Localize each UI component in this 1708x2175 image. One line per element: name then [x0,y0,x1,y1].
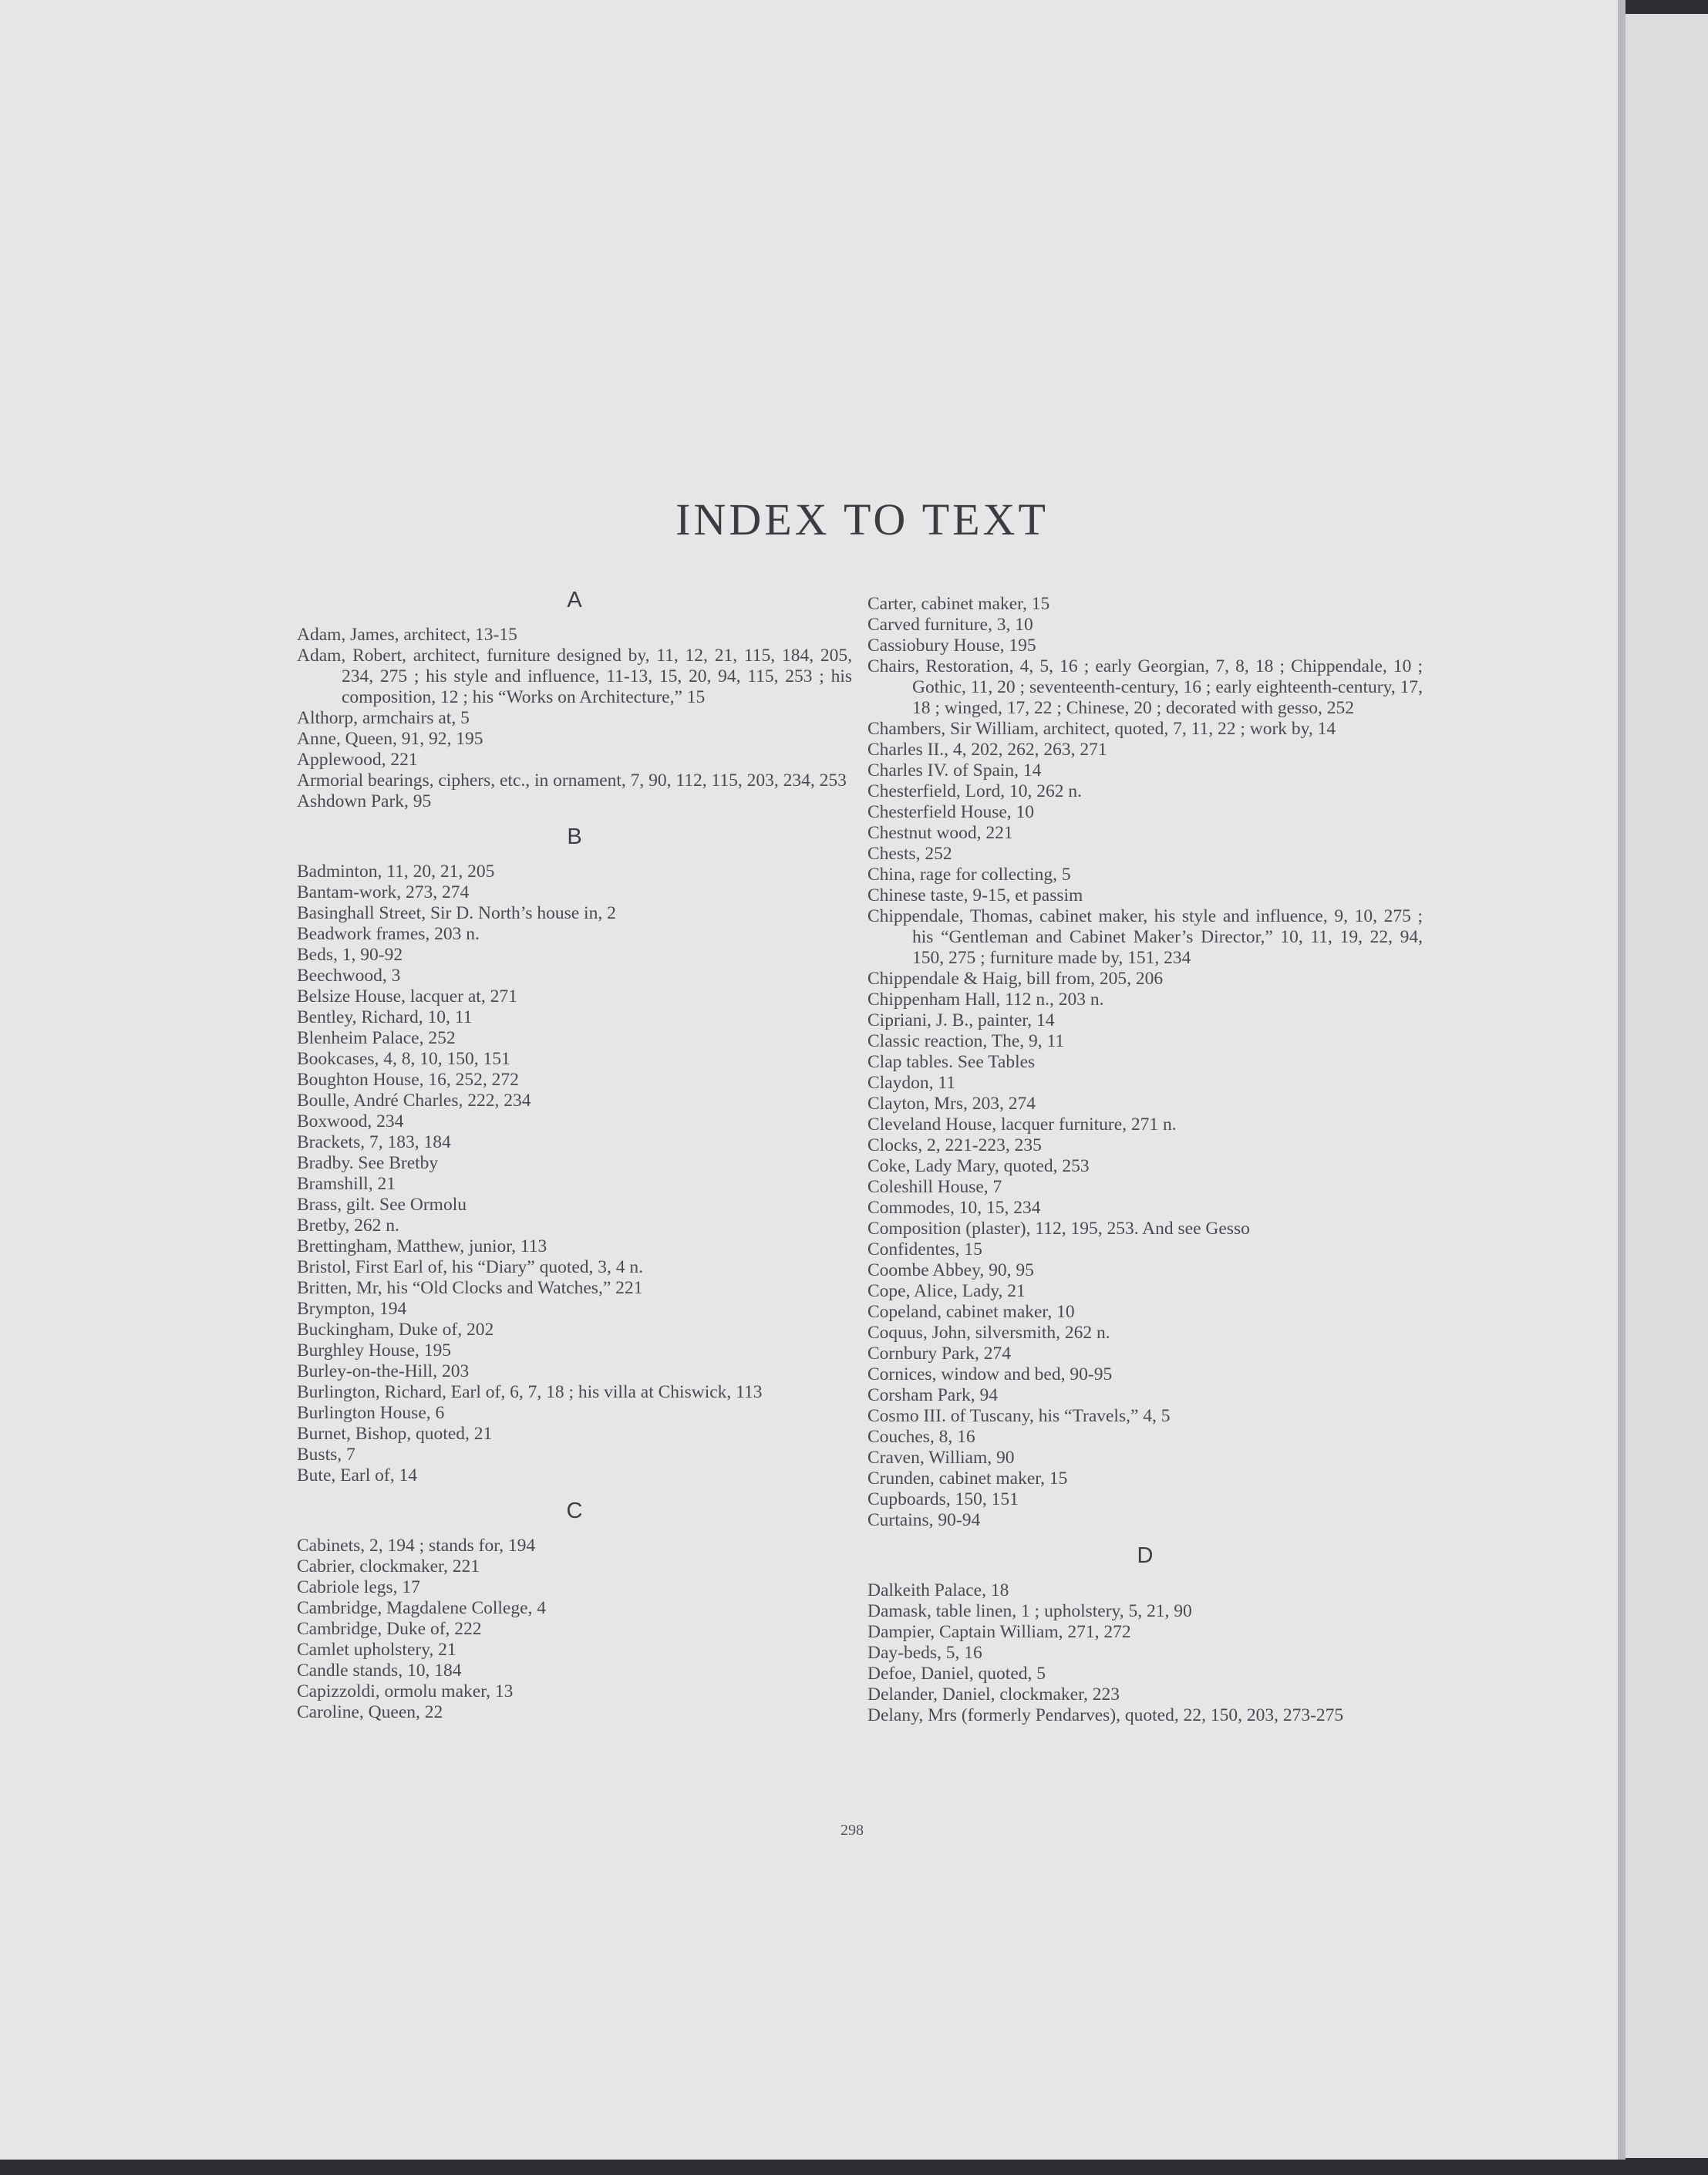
index-entry: Adam, James, architect, 13-15 [297,625,517,645]
index-entry: Beds, 1, 90-92 [297,945,403,965]
index-entry: Chests, 252 [867,844,952,864]
index-entry: Anne, Queen, 91, 92, 195 [297,729,483,749]
index-entry: Boulle, André Charles, 222, 234 [297,1091,531,1111]
index-entry: Chippenham Hall, 112 n., 203 n. [867,990,1104,1010]
index-entry: Cambridge, Duke of, 222 [297,1619,482,1639]
section-letter: C [566,1499,583,1523]
index-entry: Caroline, Queen, 22 [297,1702,443,1722]
index-entry: Cabinets, 2, 194 ; stands for, 194 [297,1536,536,1556]
index-entry: Burlington House, 6 [297,1403,445,1423]
index-entry: Copeland, cabinet maker, 10 [867,1302,1075,1322]
index-entry: Bantam-work, 273, 274 [297,882,470,902]
index-entry: Curtains, 90-94 [867,1510,981,1530]
index-entry: Delander, Daniel, clockmaker, 223 [867,1684,1120,1705]
index-entry: China, rage for collecting, 5 [867,865,1071,885]
index-entry: Bookcases, 4, 8, 10, 150, 151 [297,1049,510,1069]
index-entry: Couches, 8, 16 [867,1427,975,1447]
index-entry: Crunden, cabinet maker, 15 [867,1469,1068,1489]
index-entry: Defoe, Daniel, quoted, 5 [867,1664,1046,1684]
index-entry: Cupboards, 150, 151 [867,1489,1019,1509]
index-entry: Althorp, armchairs at, 5 [297,708,470,728]
index-entry: Dampier, Captain William, 271, 272 [867,1622,1131,1642]
index-entry: Brettingham, Matthew, junior, 113 [297,1236,547,1256]
index-entry: Damask, table linen, 1 ; upholstery, 5, 21, 90 [867,1601,1192,1621]
page-number: 298 [841,1822,864,1839]
index-entry: Blenheim Palace, 252 [297,1028,456,1048]
index-entry: Candle stands, 10, 184 [297,1661,462,1681]
index-entry: Armorial bearings, ciphers, etc., in ornament, 7, 90, 112, 115, 203, 234, 253 [297,771,847,791]
index-entry: Bretby, 262 n. [297,1216,399,1236]
index-column-left [297,586,852,1723]
index-entry: Badminton, 11, 20, 21, 205 [297,862,495,882]
index-entry: Cabrier, clockmaker, 221 [297,1556,480,1576]
index-entry: Charles IV. of Spain, 14 [867,760,1042,781]
index-entry: Chambers, Sir William, architect, quoted, 7, 11, 22 ; work by, 14 [867,719,1336,739]
index-column-right [867,594,1423,1726]
index-entry: Chesterfield House, 10 [867,802,1035,822]
index-entry: Charles II., 4, 202, 262, 263, 271 [867,740,1107,760]
index-entry: Bentley, Richard, 10, 11 [297,1007,473,1027]
index-entry: Burnet, Bishop, quoted, 21 [297,1424,493,1444]
index-entry: Cassiobury House, 195 [867,636,1036,656]
index-entry: Bramshill, 21 [297,1174,396,1194]
index-entry: Beechwood, 3 [297,966,401,986]
index-entry: Coombe Abbey, 90, 95 [867,1260,1034,1280]
index-entry: Cambridge, Magdalene College, 4 [297,1598,547,1618]
index-entry: Bute, Earl of, 14 [297,1465,417,1485]
index-entry: Boughton House, 16, 252, 272 [297,1070,519,1090]
index-entry: Boxwood, 234 [297,1111,404,1131]
index-entry: Cabriole legs, 17 [297,1577,420,1597]
index-entry: Composition (plaster), 112, 195, 253. And see Gesso [867,1219,1250,1239]
index-entry: Coquus, John, silversmith, 262 n. [867,1323,1110,1343]
index-entry: Cornices, window and bed, 90-95 [867,1364,1113,1384]
index-entry: Belsize House, lacquer at, 271 [297,986,517,1007]
index-entry: Cipriani, J. B., painter, 14 [867,1010,1055,1030]
index-entry: Adam, Robert, architect, furniture designed by, 11, 12, 21, 115, 184, 205, 234, 275 ; his style and influence, 11-13, 15, 20, 94, 115, 253 ; his composition, 12 ; his “Works on Architecture,” 15 [297,646,852,707]
index-entry: Burlington, Richard, Earl of, 6, 7, 18 ; his villa at Chiswick, 113 [297,1382,763,1402]
index-entry: Clap tables. See Tables [867,1052,1036,1072]
page-edge [1618,0,1625,2160]
page-title: INDEX TO TEXT [675,494,1049,545]
index-entry: Chippendale, Thomas, cabinet maker, his style and influence, 9, 10, 275 ; his “Gentleman and Cabinet Maker’s Director,” 10, 11, 19, 22, 94, 150, 275 ; furniture made by, 151, 234 [867,906,1423,968]
adjacent-page [1625,14,1708,2158]
index-entry: Bristol, First Earl of, his “Diary” quoted, 3, 4 n. [297,1257,644,1277]
index-entry: Chestnut wood, 221 [867,823,1013,843]
index-entry: Cornbury Park, 274 [867,1344,1012,1364]
index-entry: Clocks, 2, 221-223, 235 [867,1135,1042,1155]
index-entry: Clayton, Mrs, 203, 274 [867,1094,1036,1114]
index-entry: Brympton, 194 [297,1299,407,1319]
index-entry: Burghley House, 195 [297,1340,451,1361]
index-entry: Commodes, 10, 15, 234 [867,1198,1041,1218]
index-entry: Burley-on-the-Hill, 203 [297,1361,470,1381]
index-entry: Britten, Mr, his “Old Clocks and Watches,” 221 [297,1278,643,1298]
index-entry: Carved furniture, 3, 10 [867,615,1033,635]
index-entry: Busts, 7 [297,1445,355,1465]
index-entry: Cosmo III. of Tuscany, his “Travels,” 4, 5 [867,1406,1171,1426]
index-entry: Ashdown Park, 95 [297,791,432,811]
section-letter: D [1137,1543,1154,1568]
index-entry: Chinese taste, 9-15, et passim [867,885,1083,905]
index-entry: Basinghall Street, Sir D. North’s house in, 2 [297,903,616,923]
section-letter: A [567,588,582,612]
index-entry: Camlet upholstery, 21 [297,1640,456,1660]
index-entry: Cope, Alice, Lady, 21 [867,1281,1026,1301]
index-entry: Chippendale & Haig, bill from, 205, 206 [867,969,1164,989]
index-entry: Corsham Park, 94 [867,1385,999,1405]
index-entry: Confidentes, 15 [867,1239,982,1259]
index-entry: Dalkeith Palace, 18 [867,1580,1009,1600]
index-entry: Day-beds, 5, 16 [867,1643,982,1663]
index-entry: Capizzoldi, ormolu maker, 13 [297,1681,514,1701]
index-entry: Chesterfield, Lord, 10, 262 n. [867,781,1083,801]
section-letter: B [567,824,582,849]
index-entry: Beadwork frames, 203 n. [297,924,480,944]
index-entry: Chairs, Restoration, 4, 5, 16 ; early Georgian, 7, 8, 18 ; Chippendale, 10 ; Gothic, 11, 20 ; seventeenth-century, 16 ; early eighteenth-century, 17, 18 ; winged, 17, 22 ; Chinese, 20 ; decorated with gesso, 252 [867,656,1423,718]
index-entry: Brackets, 7, 183, 184 [297,1132,451,1152]
index-entry: Buckingham, Duke of, 202 [297,1320,494,1340]
index-entry: Delany, Mrs (formerly Pendarves), quoted, 22, 150, 203, 273-275 [867,1705,1344,1725]
index-entry: Bradby. See Bretby [297,1153,439,1173]
index-entry: Coleshill House, 7 [867,1177,1002,1197]
index-entry: Craven, William, 90 [867,1448,1015,1468]
index-entry: Applewood, 221 [297,750,418,770]
index-entry: Claydon, 11 [867,1073,956,1093]
index-entry: Classic reaction, The, 9, 11 [867,1031,1065,1051]
index-entry: Coke, Lady Mary, quoted, 253 [867,1156,1090,1176]
index-entry: Cleveland House, lacquer furniture, 271 n. [867,1114,1177,1135]
index-entry: Carter, cabinet maker, 15 [867,594,1050,614]
index-entry: Brass, gilt. See Ormolu [297,1195,467,1215]
